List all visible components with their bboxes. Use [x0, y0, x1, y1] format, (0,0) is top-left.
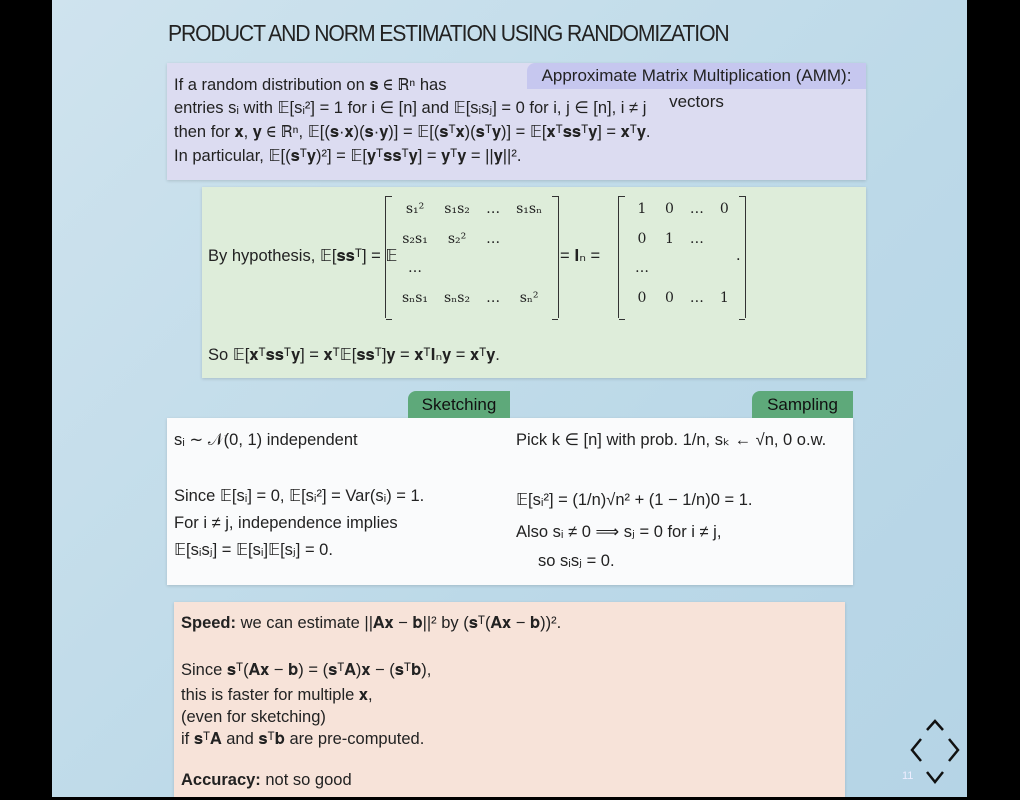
- speed-text: we can estimate ||𝐀𝐱 − 𝐛||² by (𝐬ᵀ(𝐀𝐱 − 𝐛))².: [236, 614, 562, 632]
- page-number: 11: [902, 770, 914, 782]
- speed-detail: (even for sketching): [181, 708, 326, 726]
- period: .: [736, 246, 741, 264]
- matrix-entry: 1: [637, 201, 647, 217]
- hypothesis-conclusion: So 𝔼[𝐱ᵀ𝐬𝐬ᵀ𝐲] = 𝐱ᵀ𝔼[𝐬𝐬ᵀ]𝐲 = 𝐱ᵀ𝐈ₙ𝐲 = 𝐱ᵀ𝐲.: [208, 346, 500, 364]
- nav-left-icon[interactable]: [912, 739, 921, 761]
- nav-down-icon[interactable]: [927, 772, 943, 782]
- hypothesis-lead: By hypothesis, 𝔼[𝐬𝐬ᵀ] = 𝔼: [208, 247, 398, 265]
- matrix-entry: [682, 257, 712, 287]
- matrix-entry: sₙs₁: [402, 289, 429, 306]
- speed-line: [181, 614, 561, 633]
- navigation-arrows-icon[interactable]: [907, 715, 967, 790]
- slide: [52, 0, 967, 797]
- sampling-line: Pick k ∈ [n] with prob. 1/n, sₖ ← √n, 0 o.w.: [516, 431, 827, 449]
- matrix-entry: 0: [719, 201, 729, 217]
- matrix-entry: …: [689, 201, 704, 217]
- matrix-entry: [478, 257, 508, 287]
- slide-title: PRODUCT AND NORM ESTIMATION USING RANDOMIZATION: [168, 20, 729, 46]
- sketching-line: sᵢ ∼ 𝒩(0, 1) independent: [174, 431, 358, 449]
- amm-line: entries sᵢ with 𝔼[sᵢ²] = 1 for i ∈ [n] and 𝔼[sᵢsⱼ] = 0 for i, j ∈ [n], i ≠ j: [174, 99, 647, 117]
- matrix-entry: …: [689, 289, 704, 306]
- speed-detail: this is faster for multiple 𝐱,: [181, 686, 373, 704]
- speed-detail: if 𝐬ᵀ𝐀 and 𝐬ᵀ𝐛 are pre-computed.: [181, 730, 425, 748]
- amm-line: then for 𝐱, 𝐲 ∈ ℝⁿ, 𝔼[(𝐬·𝐱)(𝐬·𝐲)] = 𝔼[(𝐬ᵀ𝐱)(𝐬ᵀ𝐲)] = 𝔼[𝐱ᵀ𝐬𝐬ᵀ𝐲] = 𝐱ᵀ𝐲.: [174, 123, 651, 141]
- matrix-entry: [712, 228, 737, 258]
- sampling-line: so sᵢsⱼ = 0.: [538, 552, 615, 570]
- matrix-entry: 1: [665, 230, 674, 247]
- matrix-entry: [508, 257, 550, 287]
- sampling-line: 𝔼[sᵢ²] = (1/n)√n² + (1 − 1/n)0 = 1.: [516, 491, 753, 509]
- matrix-entry: sₙ²: [519, 289, 539, 306]
- accuracy-text: not so good: [260, 771, 352, 789]
- expectation-matrix: [385, 196, 559, 318]
- sampling-tab: Sampling: [752, 391, 853, 418]
- sketching-tab: Sketching: [408, 391, 510, 418]
- matrix-entry: …: [486, 230, 501, 247]
- accuracy-label: Accuracy:: [181, 771, 261, 789]
- matrix-entry: …: [689, 230, 704, 247]
- sketching-line: 𝔼[sᵢsⱼ] = 𝔼[sᵢ]𝔼[sⱼ] = 0.: [174, 541, 333, 559]
- identity-matrix: [618, 196, 746, 318]
- matrix-entry: s₁s₂: [444, 201, 470, 217]
- identity-equals: = 𝐈ₙ =: [560, 247, 601, 265]
- matrix-entry: …: [408, 260, 423, 276]
- nav-up-icon[interactable]: [927, 721, 943, 730]
- matrix-entry: [657, 257, 682, 287]
- matrix-entry: s₂s₁: [402, 230, 428, 247]
- amm-line: In particular, 𝔼[(𝐬ᵀ𝐲)²] = 𝔼[𝐲ᵀ𝐬𝐬ᵀ𝐲] = 𝐲ᵀ𝐲 = ||𝐲||².: [174, 147, 522, 165]
- matrix-entry: s₁sₙ: [516, 201, 543, 217]
- matrix-entry: [436, 257, 478, 287]
- matrix-entry: s₁²: [405, 201, 425, 217]
- matrix-entry: 0: [637, 230, 647, 247]
- matrix-entry: 1: [719, 289, 729, 306]
- matrix-entry: sₙs₂: [444, 289, 471, 306]
- matrix-entry: …: [486, 201, 501, 217]
- matrix-entry: 0: [665, 289, 674, 306]
- sketching-line: Since 𝔼[sᵢ] = 0, 𝔼[sᵢ²] = Var(sᵢ) = 1.: [174, 487, 425, 505]
- matrix-entry: 0: [637, 289, 647, 306]
- matrix-entry: [508, 228, 550, 258]
- matrix-entry: s₂²: [447, 230, 467, 247]
- nav-right-icon[interactable]: [949, 739, 958, 761]
- accuracy-line: [181, 771, 352, 790]
- speed-detail: Since 𝐬ᵀ(𝐀𝐱 − 𝐛) = (𝐬ᵀ𝐀)𝐱 − (𝐬ᵀ𝐛),: [181, 661, 432, 679]
- matrix-entry: …: [486, 289, 501, 306]
- amm-line: If a random distribution on 𝐬 ∈ ℝⁿ has: [174, 76, 447, 94]
- amm-tab: Approximate Matrix Multiplication (AMM): vectors: [527, 63, 866, 89]
- sketching-line: For i ≠ j, independence implies: [174, 514, 398, 532]
- matrix-entry: 0: [665, 201, 674, 217]
- sampling-line: Also sᵢ ≠ 0 ⟹ sⱼ = 0 for i ≠ j,: [516, 523, 722, 541]
- speed-label: Speed:: [181, 614, 237, 632]
- matrix-entry: [712, 257, 737, 287]
- matrix-entry: …: [635, 260, 649, 276]
